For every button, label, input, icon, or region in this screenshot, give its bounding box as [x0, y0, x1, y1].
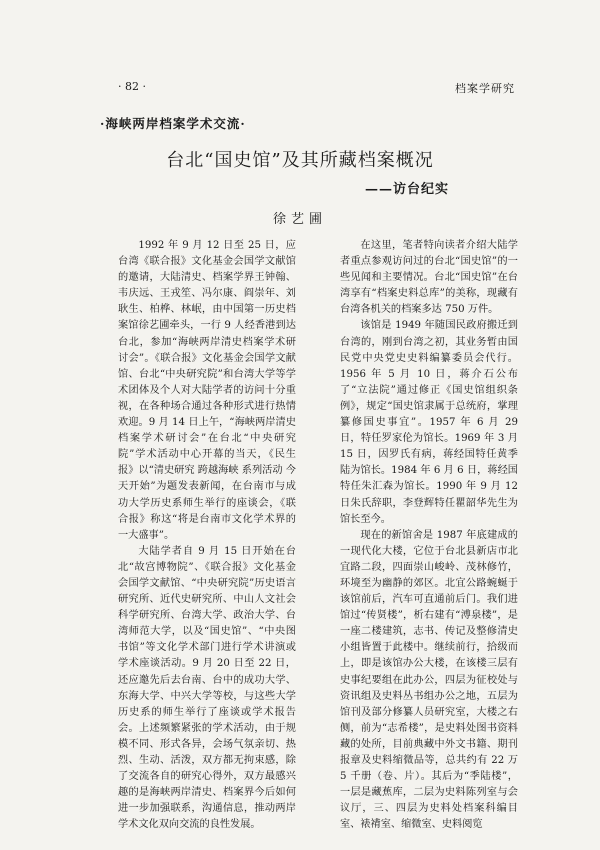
paragraph: 现在的新馆舍是 1987 年底建成的一现代化大楼，它位于台北县新店市北宜路二段，四面崇山峻岭、茂林修竹，环境至为幽静的郊区。北宜公路蜿蜒于该馆前后，汽车可直通前后门。我们进馆过“传贤楼”，析右建有“溥泉楼”，是一座二楼建筑，志书、传记及整修清史小组皆置于此楼中。继续前行，拾级而上，即是该馆办公大楼，在该楼三层有史事纪要组在此办公，四层为征校处与资讯组及史料丛书组办公之地，五层为馆刊及部分修纂人员研究室，大楼之右侧，前为“志希楼”，是史料处图书资料藏的处所，目前典藏中外文书籍、期刊报章及史料缩微品等，总共约有 22 万 5 千册（卷、片）。其后为“季陆楼”，一层是藏蕉库，二层为史料陈列室与会议厅，三、四层为史料处档案科编目室、裱褙室、缩微室、史料阅览 [340, 529, 518, 831]
paragraph: 1992 年 9 月 12 日至 25 日，应台湾《联合报》文化基金会国学文献馆的邀请，大陆清史、档案学界王钟翰、韦庆远、王戎笙、冯尔康、阎崇年、刘耿生、柏桦、林岷，由中国第一历史档案馆徐艺圃牵头，一行 9 人经香港到达台北，参加“海峡两岸清史档案学术研讨会”。《联合报》文化基金会国学文献馆、台北“中央研究院”和台湾大学等学术团体及个人对大陆学者的访问十分重视，在各种场合通过各种形式进行热情欢迎。9 月 14 日上午，“海峡两岸清史档案学术研讨会”在台北“中央研究院”学术活动中心开幕的当天，《民生报》以“清史研究 跨越海峡 系列活动 今天开始”为题发表新闻，在台南市与成功大学历史系师生举行的座谈会，《联合报》称这“将是台南市文化学术界的一大盛事”。 [118, 240, 296, 541]
section-title: ·海峡两岸档案学术交流· [100, 116, 246, 131]
left-column [118, 238, 296, 833]
article-subtitle: ——访台纪实 [365, 182, 450, 197]
right-column [340, 238, 518, 833]
running-head: 档案学研究 [455, 82, 515, 95]
paragraph: 该馆是 1949 年随国民政府搬迁到台湾的，刚到台湾之初，其业务暂由国民党中央党史史料编纂委员会代行。1956 年 5 月 10 日，蒋介石公布了“立法院”通过修正《国史馆组织条例》，规定“国史馆隶属于总统府，掌理纂修国史事宜”。1957 年 6 月 29 日，特任罗家伦为馆长。1969 年 3 月 15 日，因罗氏有病，蒋经国特任黄季陆为馆长。1984 年 6 月 6 日，蒋经国特任朱汇森为馆长。1990 年 9 月 12 日朱氏辞职，李登辉特任瞿韶华先生为馆长至今。 [340, 320, 518, 525]
page-number: · 82 · [118, 80, 146, 93]
author-name: 徐艺圃 [272, 212, 327, 227]
paragraph: 大陆学者自 9 月 15 日开始在台北“故宫博物院”、《联合报》文化基金会国学文献馆、“中央研究院”历史语言研究所、近代史研究所、中山人文社会科学研究所、台湾大学、政治大学、台湾师范大学，以及“国史馆”、“中央图书馆”等文化学术部门进行学术讲演或学术座谈活动。9 月 20 日至 22 日，还应邀先后去台南、台中的成功大学、东海大学、中兴大学等校，与这些大学历史系的师生举行了座谈或学术报告会。上述频繁紧张的学术活动，由于规模不同、形式各异，会场气氛亲切、热烈、生动、活泼，双方都无拘束感，除了交流各自的研究心得外，双方最感兴趣的是海峡两岸清史、档案界今后如何进一步加强联系，沟通信息，推动两岸学术文化双向交流的良性发展。 [118, 545, 296, 831]
article-title: 台北“国史馆”及其所藏档案概况 [166, 150, 434, 171]
paragraph: 在这里，笔者特向读者介绍大陆学者重点参观访问过的台北“国史馆”的一些见闻和主要情况。台北“国史馆”在台湾享有“档案史料总库”的美称，现藏有台湾各机关的档案多达 750 万件。 [340, 240, 518, 316]
